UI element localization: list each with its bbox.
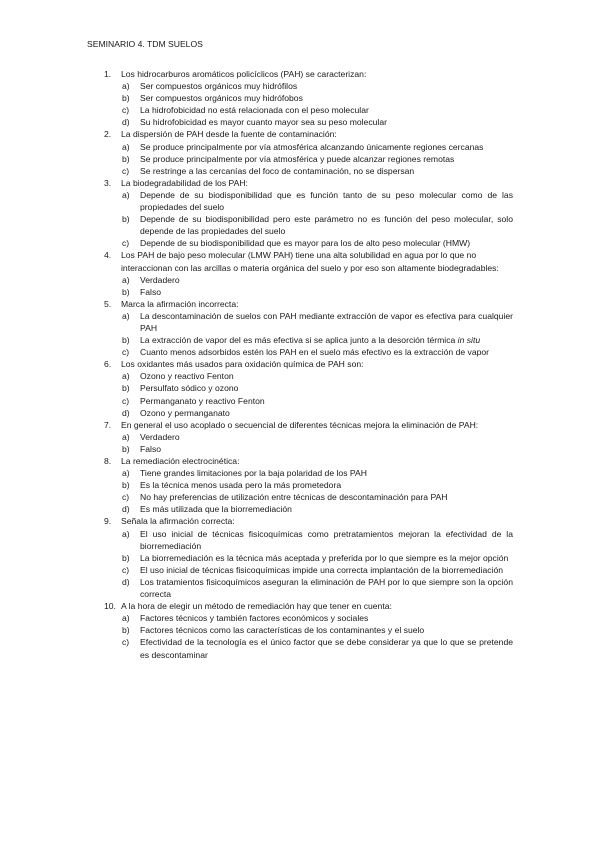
option-text: No hay preferencias de utilización entre técnicas de descontaminación para PAH [140,492,448,503]
option-text: Factores técnicos y también factores económicos y sociales [140,613,369,624]
option-text: La extracción de vapor del es más efectiva si se aplica junto a la desorción térmica [140,335,458,346]
option-letter: a) [122,189,130,200]
answer-option [0,213,513,237]
question-number: 2. [104,129,112,140]
option-text: Los tratamientos fisicoquímicos aseguran la eliminación de PAH por lo que siempre son la opción correcta [140,576,513,600]
answer-option [0,503,513,515]
option-letter: a) [122,468,130,479]
option-text: Ser compuestos orgánicos muy hidrófilos [140,81,298,92]
question-number: 3. [104,177,112,188]
answer-option [0,576,513,600]
option-text: La descontaminación de suelos con PAH mediante extracción de vapor es efectiva para cualquier PAH [140,310,513,333]
option-letter: c) [122,105,130,116]
option-letter: a) [122,613,130,624]
option-letter: d) [122,504,130,515]
option-letter: a) [122,431,130,442]
answer-option [0,467,513,479]
answer-option [0,80,513,92]
question-number: 1. [104,69,112,79]
option-text: El uso inicial de técnicas fisicoquímicas como pretratamientos mejoran la efectividad de la biorremediación [140,528,513,551]
answer-option [0,104,513,116]
answer-option [0,431,513,443]
question-list [0,68,599,661]
option-text: Su hidrofobicidad es mayor cuanto mayor sea su peso molecular [140,117,387,128]
option-text: Se produce principalmente por vía atmosférica y puede alcanzar regiones remotas [140,153,455,164]
option-text: Depende de su biodisponibilidad que es mayor para los de alto peso molecular (HMW) [140,238,471,249]
question-6 [0,358,513,370]
question-3 [0,177,513,189]
answer-option [0,346,513,358]
answer-option [0,153,513,165]
option-text: Efectividad de la tecnología es el único factor que se debe considerar ya que lo que se pretende es descontaminar [140,637,513,660]
option-letter: a) [122,141,130,152]
answer-option [0,624,513,636]
question-text: Señala la afirmación correcta: [121,516,235,527]
answer-option [0,189,513,213]
option-letter: c) [122,165,130,176]
answer-option [0,116,513,128]
option-text: Permanganato y reactivo Fenton [140,395,265,406]
option-letter: b) [122,625,130,636]
option-letter: c) [122,347,130,358]
answer-option [0,382,513,394]
answer-option [0,612,513,624]
question-text: La biodegradabilidad de los PAH: [121,177,248,188]
option-letter: b) [122,383,130,394]
question-8 [0,455,513,467]
question-10 [0,600,513,612]
question-number: 8. [104,456,112,466]
option-text: Ozono y reactivo Fenton [140,371,234,382]
option-text: El uso inicial de técnicas fisicoquímicas impide una correcta implantación de la biorremediación [140,564,504,575]
option-text: Es más utilizada que la biorremediación [140,504,292,515]
answer-option [0,552,513,564]
answer-option [0,310,513,334]
option-text: Es la técnica menos usada pero la más prometedora [140,480,342,491]
question-4 [0,249,513,273]
question-number: 10. [104,601,116,612]
answer-option [0,370,513,382]
question-text: En general el uso acoplado o secuencial de diferentes técnicas mejora la eliminación de PAH: [121,419,479,430]
option-letter: a) [122,371,130,382]
option-letter: c) [122,395,130,406]
option-text: Tiene grandes limitaciones por la baja polaridad de los PAH [140,468,367,479]
option-text: Depende de su biodisponibilidad que es función tanto de su peso molecular como de las propiedades del suelo [140,189,513,213]
option-text: Factores técnicos como las características de los contaminantes y el suelo [140,625,425,636]
option-letter: b) [122,93,130,104]
answer-option [0,141,513,153]
answer-option [0,443,513,455]
option-letter: c) [122,564,130,575]
question-text: La dispersión de PAH desde la fuente de contaminación: [121,129,337,140]
answer-option [0,286,513,298]
option-letter: a) [122,81,130,92]
question-number: 7. [104,419,112,430]
option-letter: b) [122,552,130,563]
option-letter: d) [122,117,130,128]
question-text: A la hora de elegir un método de remediación hay que tener en cuenta: [121,601,392,612]
question-number: 4. [104,250,112,261]
question-text: Marca la afirmación incorrecta: [121,298,239,309]
option-text: Se restringe a las cercanías del foco de contaminación, no se dispersan [140,165,415,176]
answer-option [0,237,513,249]
option-letter: b) [122,443,130,454]
option-text: Falso [140,443,162,454]
question-number: 9. [104,516,112,527]
option-letter: d) [122,407,130,418]
answer-option [0,636,513,660]
option-text: Se produce principalmente por vía atmosférica alcanzando únicamente regiones cercanas [140,141,484,152]
question-number: 6. [104,359,112,370]
answer-option [0,479,513,491]
question-text: Los oxidantes más usados para oxidación química de PAH son: [121,359,364,370]
option-letter: b) [122,214,130,225]
option-letter: b) [122,335,130,346]
option-text: Depende de su biodisponibilidad pero este parámetro no es función del peso molecular, solo depende de las propiedades del suelo [140,214,513,237]
option-text: Verdadero [140,274,180,285]
option-letter: c) [122,637,130,648]
option-text: Persulfato sódico y ozono [140,383,239,394]
option-letter: b) [122,480,130,491]
option-text: La biorremediación es la técnica más aceptada y preferida por lo que siempre es la mejor opción [140,552,509,563]
question-1 [0,68,513,80]
answer-option [0,274,513,286]
option-letter: a) [122,528,130,539]
option-letter: a) [122,310,130,321]
option-text: Falso [140,286,162,297]
option-text: Ozono y permanganato [140,407,230,418]
option-text: La hidrofobicidad no está relacionada con el peso molecular [140,105,369,116]
answer-option [0,334,513,346]
option-italic-text: in situ [457,335,481,346]
question-9 [0,515,513,527]
answer-option [0,564,513,576]
question-text: Los PAH de bajo peso molecular (LMW PAH) tiene una alta solubilidad en agua por lo que no interaccionan con las arcillas o materia orgánica del suelo y por eso son altamente biodegradables: [121,250,499,273]
question-text: Los hidrocarburos aromáticos policíclicos (PAH) se caracterizan: [121,69,367,79]
option-letter: d) [122,576,130,587]
answer-option [0,395,513,407]
option-letter: b) [122,153,130,164]
option-text: Verdadero [140,431,180,442]
option-letter: a) [122,274,130,285]
answer-option [0,165,513,177]
option-letter: c) [122,238,130,249]
answer-option [0,92,513,104]
question-number: 5. [104,298,112,309]
question-2 [0,128,513,140]
answer-option [0,491,513,503]
answer-option [0,528,513,552]
question-7 [0,419,513,431]
option-letter: b) [122,286,130,297]
page-title: SEMINARIO 4. TDM SUELOS [87,39,203,49]
option-letter: c) [122,492,130,503]
option-text: Ser compuestos orgánicos muy hidrófobos [140,93,303,104]
answer-option [0,407,513,419]
question-text: La remediación electrocinética: [121,456,240,466]
option-text: Cuanto menos adsorbidos estén los PAH en el suelo más efectivo es la extracción de vapor [140,347,490,358]
question-5 [0,298,513,310]
